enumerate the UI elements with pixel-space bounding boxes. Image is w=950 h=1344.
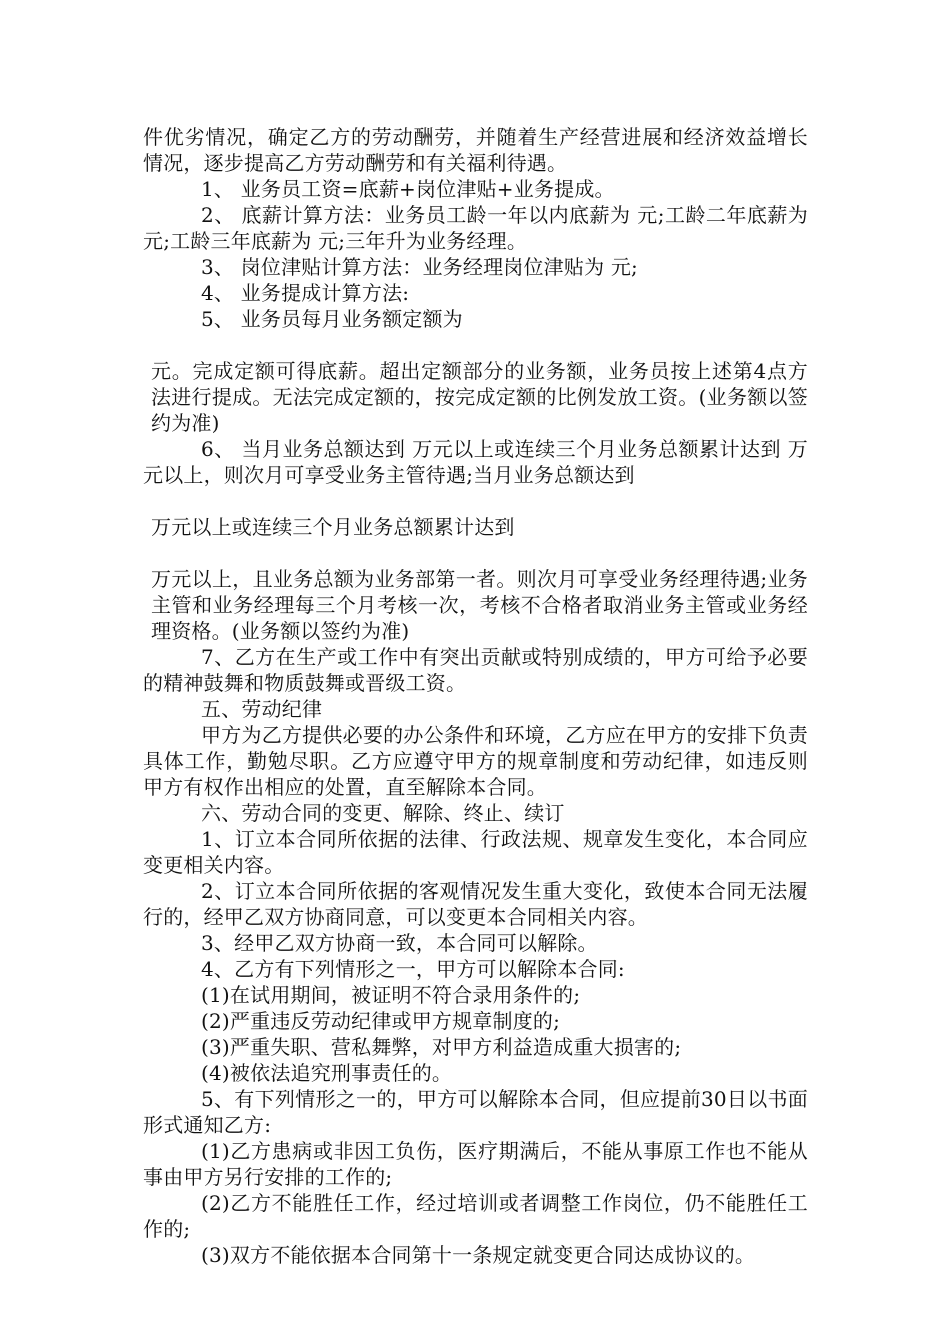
document-paragraph: 4、乙方有下列情形之一，甲方可以解除本合同: xyxy=(201,957,625,981)
document-paragraph: 5、有下列情形之一的，甲方可以解除本合同，但应提前30日以书面形式通知乙方: xyxy=(143,1087,808,1137)
blank-line xyxy=(143,540,808,566)
document-paragraph: 6、 当月业务总额达到 万元以上或连续三个月业务总额累计达到 万元以上，则次月可享受业务主管待遇;当月业务总额达到 xyxy=(143,437,808,487)
blank-line xyxy=(143,488,808,514)
document-paragraph: 7、乙方在生产或工作中有突出贡献或特别成绩的，甲方可给予必要的精神鼓舞和物质鼓舞或晋级工资。 xyxy=(143,645,808,695)
document-paragraph: 六、劳动合同的变更、解除、终止、续订 xyxy=(201,801,565,825)
document-body xyxy=(143,124,808,1268)
document-paragraph: 2、订立本合同所依据的客观情况发生重大变化，致使本合同无法履行的，经甲乙双方协商同意，可以变更本合同相关内容。 xyxy=(143,879,808,929)
document-paragraph: 万元以上或连续三个月业务总额累计达到 xyxy=(151,515,515,539)
document-paragraph: 1、 业务员工资=底薪+岗位津贴+业务提成。 xyxy=(201,177,615,201)
document-paragraph: (2)严重违反劳动纪律或甲方规章制度的; xyxy=(201,1009,561,1033)
document-paragraph: 2、 底薪计算方法：业务员工龄一年以内底薪为 元;工龄二年底薪为 元;工龄三年底薪为 元;三年升为业务经理。 xyxy=(143,203,808,253)
document-paragraph: (3)严重失职、营私舞弊，对甲方利益造成重大损害的; xyxy=(201,1035,682,1059)
document-paragraph: 件优劣情况，确定乙方的劳动酬劳，并随着生产经营进展和经济效益增长情况，逐步提高乙方劳动酬劳和有关福利待遇。 xyxy=(143,125,808,175)
document-paragraph: 5、 业务员每月业务额定额为 xyxy=(201,307,463,331)
document-paragraph: (2)乙方不能胜任工作，经过培训或者调整工作岗位，仍不能胜任工作的; xyxy=(143,1191,808,1241)
document-paragraph: 4、 业务提成计算方法: xyxy=(201,281,410,305)
document-paragraph: 元。完成定额可得底薪。超出定额部分的业务额，业务员按上述第4点方法进行提成。无法完成定额的，按完成定额的比例发放工资。(业务额以签约为准) xyxy=(151,359,808,435)
document-paragraph: 甲方为乙方提供必要的办公条件和环境，乙方应在甲方的安排下负责具体工作，勤勉尽职。乙方应遵守甲方的规章制度和劳动纪律，如违反则甲方有权作出相应的处置，直至解除本合同。 xyxy=(143,723,808,799)
document-paragraph: (3)双方不能依据本合同第十一条规定就变更合同达成协议的。 xyxy=(201,1243,756,1267)
document-paragraph: 五、劳动纪律 xyxy=(201,697,323,721)
document-paragraph: 1、订立本合同所依据的法律、行政法规、规章发生变化，本合同应变更相关内容。 xyxy=(143,827,808,877)
blank-line xyxy=(143,332,808,358)
document-paragraph: 3、 岗位津贴计算方法：业务经理岗位津贴为 元; xyxy=(201,255,638,279)
document-paragraph: (1)在试用期间，被证明不符合录用条件的; xyxy=(201,983,581,1007)
document-paragraph: (4)被依法追究刑事责任的。 xyxy=(201,1061,453,1085)
document-paragraph: (1)乙方患病或非因工负伤，医疗期满后，不能从事原工作也不能从事由甲方另行安排的工作的; xyxy=(143,1139,808,1189)
document-paragraph: 万元以上，且业务总额为业务部第一者。则次月可享受业务经理待遇;业务主管和业务经理每三个月考核一次，考核不合格者取消业务主管或业务经理资格。(业务额以签约为准) xyxy=(151,567,808,643)
document-paragraph: 3、经甲乙双方协商一致，本合同可以解除。 xyxy=(201,931,598,955)
